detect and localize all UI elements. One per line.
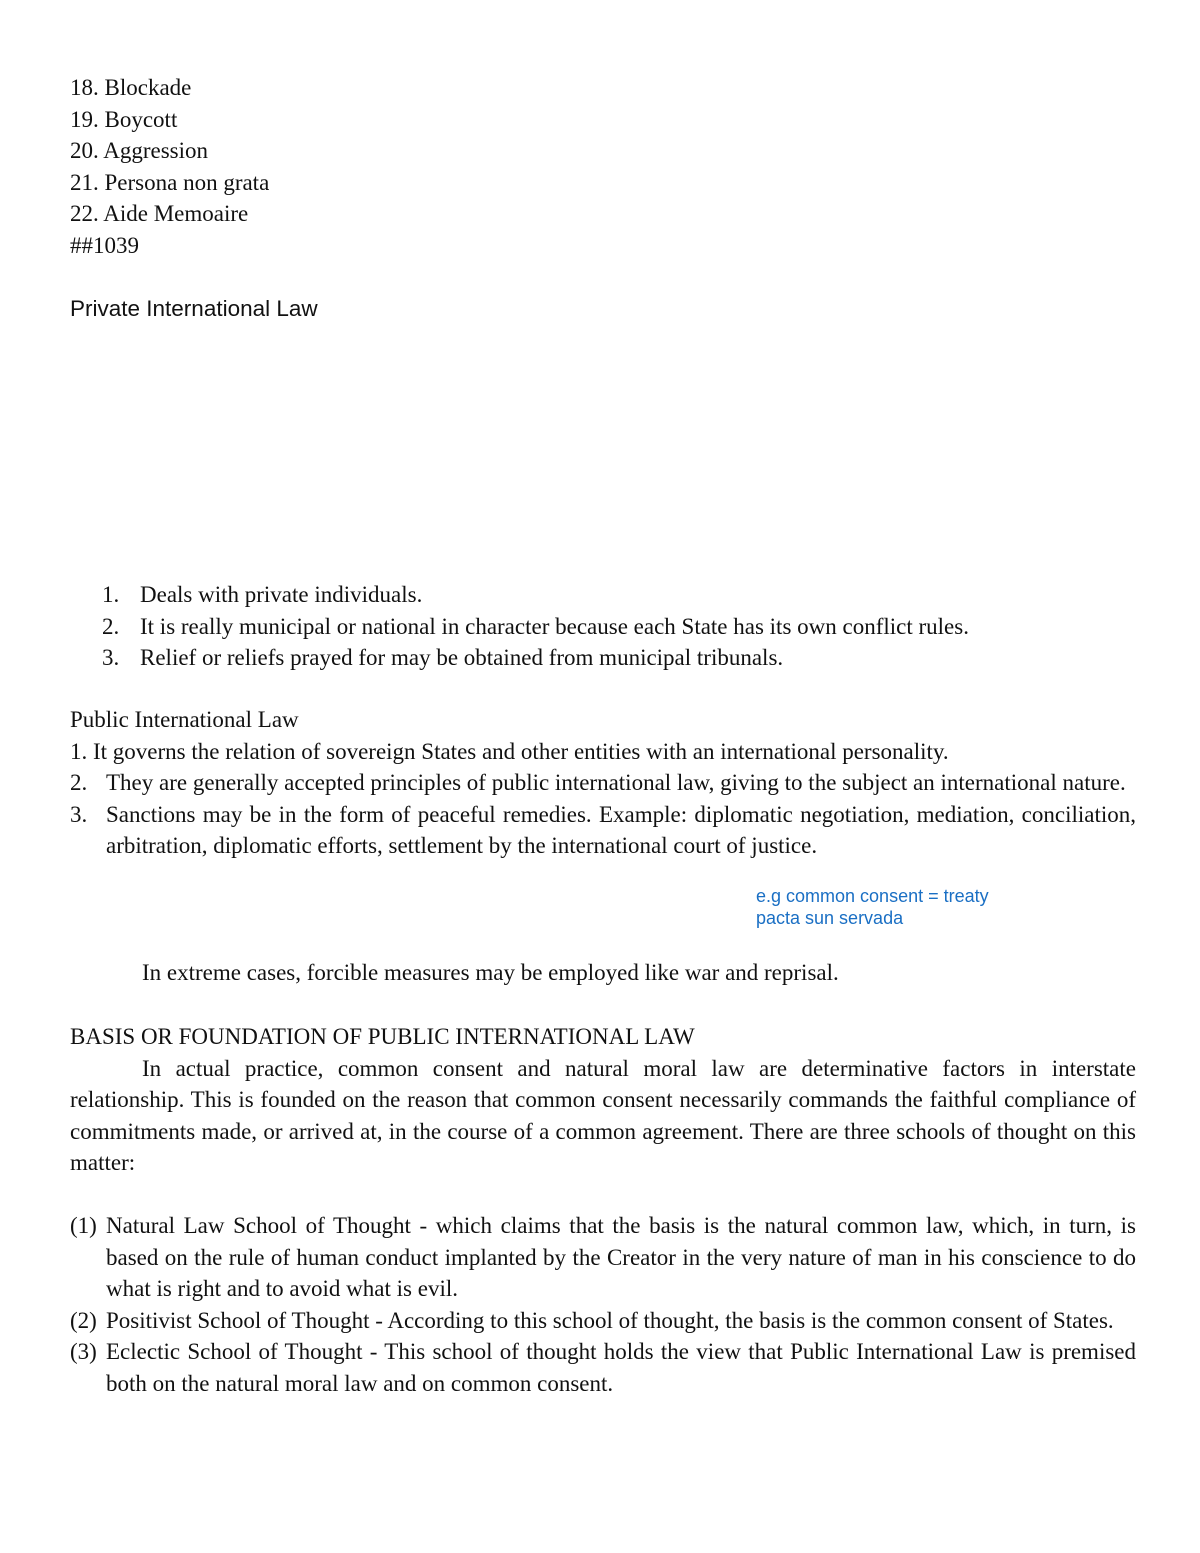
item-number: 3. [70,801,88,827]
item-text: Relief or reliefs prayed for may be obtained from municipal tribunals. [140,645,784,670]
list-item: 1. It governs the relation of sovereign States and other entities with an international personality. [70,738,949,764]
list-item [70,1305,1136,1337]
item-text: Positivist School of Thought - According to this school of thought, the basis is the common consent of States. [106,1307,1114,1333]
list-item [70,1210,1136,1305]
list-item: 21. Persona non grata [70,169,270,195]
terms-list [70,72,1136,261]
basis-section [70,1021,1136,1179]
schools-list [70,1210,1136,1399]
item-text: Natural Law School of Thought - which claims that the basis is the natural common law, which, in turn, is based on the rule of human conduct implanted by the Creator in the very nature of man in his conscience to do what is right and to avoid what is evil. [106,1213,1136,1301]
item-number: (3) [70,1339,97,1364]
public-law-heading: Public International Law [70,707,299,732]
list-item: 20. Aggression [70,138,208,163]
item-number: (2) [70,1307,97,1333]
annotation-line: e.g common consent = treaty [756,886,989,906]
list-item [70,1336,1136,1399]
basis-paragraph: In actual practice, common consent and natural moral law are determinative factors in interstate relationship. This is founded on the reason that common consent necessarily commands the faithful compliance of commitments made, or arrived at, in the course of a common agreement. There are three schools of thought on this matter: [70,1055,1136,1175]
item-number: 1. [102,582,120,607]
item-number: 2. [70,770,88,795]
list-item [102,611,1142,643]
list-item: 22. Aide Memoaire [70,201,249,226]
basis-heading: BASIS OR FOUNDATION OF PUBLIC INTERNATIONAL LAW [70,1024,695,1049]
item-number: 2. [102,613,120,639]
list-item: 19. Boycott [70,106,178,132]
item-text: Deals with private individuals. [140,582,423,607]
list-item [70,799,1136,862]
annotation-line: pacta sun servada [756,908,904,928]
private-law-list [102,579,1142,674]
handwritten-annotation [756,885,989,929]
item-number: (1) [70,1213,97,1238]
extreme-cases-paragraph: In extreme cases, forcible measures may be employed like war and reprisal. [142,960,839,985]
list-item: 18. Blockade [70,75,192,100]
list-item [102,579,1142,611]
item-number: 3. [102,645,120,670]
list-item [70,767,1136,799]
item-text: Eclectic School of Thought - This school of thought holds the view that Public International Law is premised both on the natural moral law and on common consent. [106,1339,1136,1396]
list-item: ##1039 [70,232,139,258]
list-item [102,642,1142,674]
public-law-section [70,704,1136,862]
private-law-heading: Private International Law [70,296,318,321]
item-text: Sanctions may be in the form of peaceful remedies. Example: diplomatic negotiation, mediation, conciliation, arbitration, diplomatic efforts, settlement by the international court of justice. [106,801,1136,858]
item-text: It is really municipal or national in character because each State has its own conflict rules. [140,613,969,639]
item-text: They are generally accepted principles of public international law, giving to the subject an international nature. [106,770,1126,795]
